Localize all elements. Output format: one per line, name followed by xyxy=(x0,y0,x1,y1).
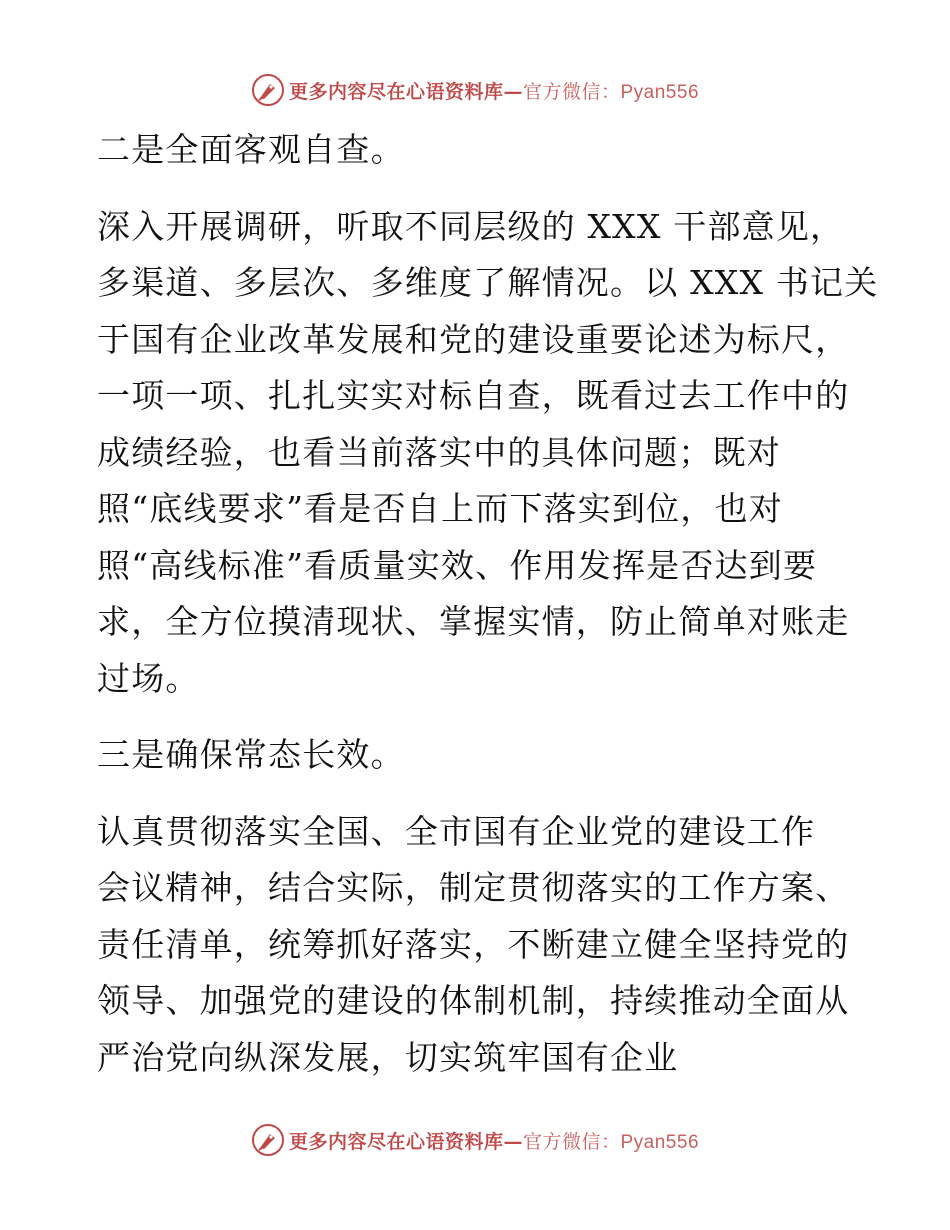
header-watermark xyxy=(0,70,950,110)
text-line: 认真贯彻落实全国、全市国有企业党的建设工作 xyxy=(97,811,816,851)
text-line: 深入开展调研，听取不同层级的 XXX 干部意见， xyxy=(97,206,845,246)
watermark-dash: — xyxy=(503,80,523,103)
text-line: 于国有企业改革发展和党的建设重要论述为标尺， xyxy=(97,319,850,359)
text-line: 成绩经验，也看当前落实中的具体问题；既对 xyxy=(97,432,781,472)
text-line: 领导、加强党的建设的体制机制，持续推动全面从 xyxy=(97,981,850,1020)
text-line: 三是确保常态长效。 xyxy=(97,735,405,774)
text-line: 责任清单，统筹抓好落实，不断建立健全坚持党的 xyxy=(97,924,850,964)
document-body xyxy=(97,122,879,1106)
section-heading xyxy=(97,727,857,784)
pen-nib-icon xyxy=(251,1123,285,1157)
watermark-text xyxy=(289,1127,699,1154)
watermark-main: 更多内容尽在心语资料库 xyxy=(288,80,504,103)
watermark-text xyxy=(289,77,699,104)
text-line: 求，全方位摸清现状、掌握实情，防止简单对账走 xyxy=(97,602,850,641)
section-heading xyxy=(97,122,857,179)
text-line: 二是全面客观自查。 xyxy=(97,130,405,169)
text-line: 过场。 xyxy=(97,658,200,698)
watermark-dash: — xyxy=(503,1130,523,1153)
text-line: 照“高线标准”看质量实效、作用发挥是否达到要 xyxy=(97,545,818,585)
text-line: 多渠道、多层次、多维度了解情况。以 XXX 书记关 xyxy=(97,263,879,302)
text-line: 一项一项、扎扎实实对标自查，既看过去工作中的 xyxy=(97,376,850,415)
text-line: 严治党向纵深发展，切实筑牢国有企业 xyxy=(97,1037,679,1077)
body-paragraph xyxy=(97,804,857,1087)
text-line: 会议精神，结合实际，制定贯彻落实的工作方案、 xyxy=(97,868,850,907)
pen-nib-icon xyxy=(251,73,285,107)
body-paragraph xyxy=(97,199,879,708)
text-line: 照“底线要求”看是否自上而下落实到位，也对 xyxy=(97,489,783,528)
footer-watermark xyxy=(0,1120,950,1160)
watermark-wechat: 官方微信：Pyan556 xyxy=(523,1131,700,1153)
watermark-wechat: 官方微信：Pyan556 xyxy=(523,81,700,103)
watermark-main: 更多内容尽在心语资料库 xyxy=(288,1130,504,1153)
